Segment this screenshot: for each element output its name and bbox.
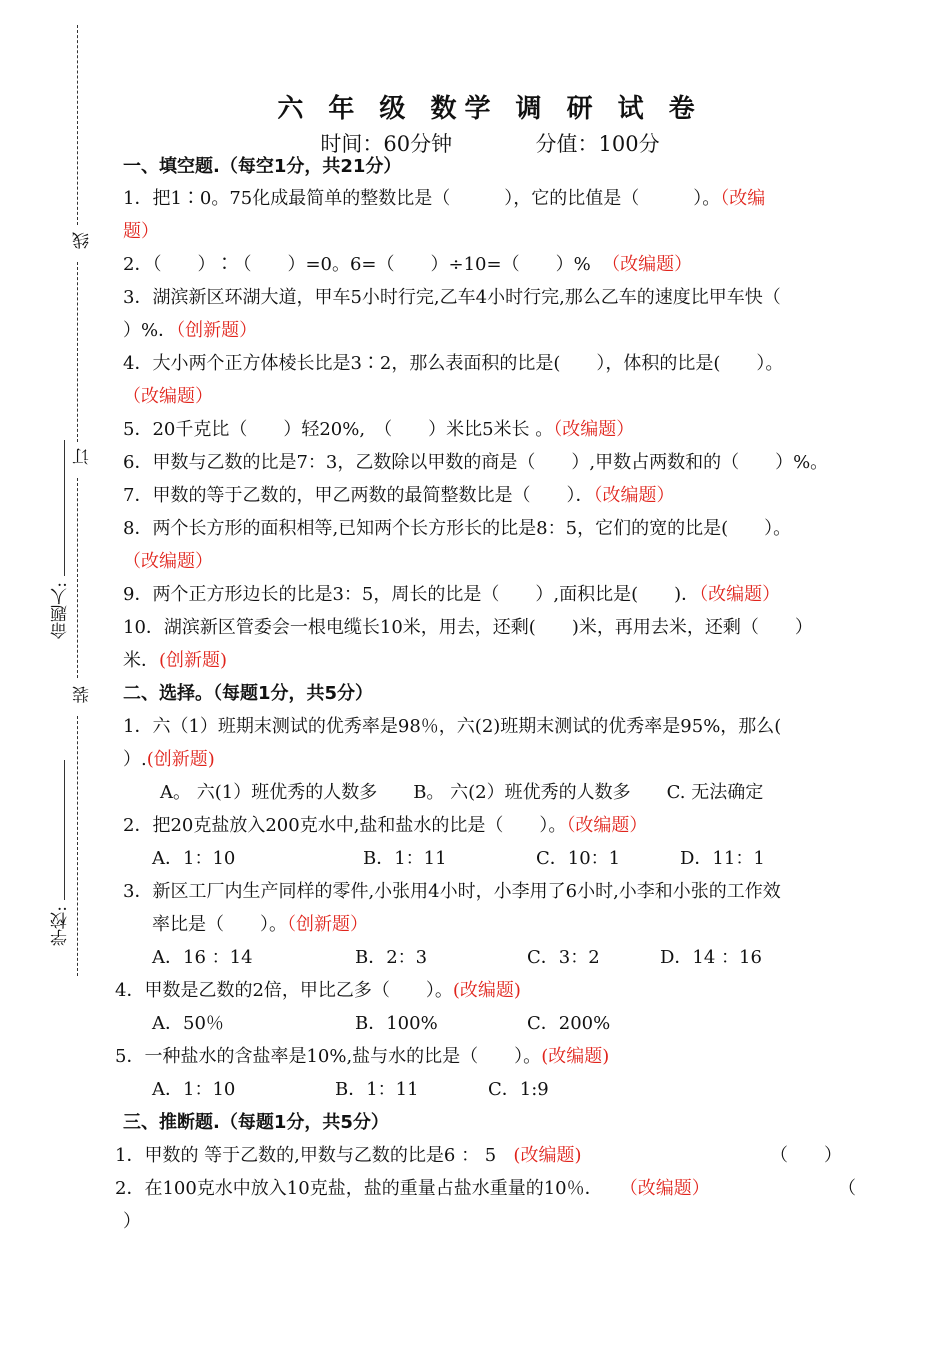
question-tag: 题） [123,221,159,242]
question-tag: （改编题） [602,254,693,275]
question-line [123,254,692,276]
question-tag: （改编题） [553,419,635,440]
option: A．50％ [152,1013,224,1034]
binding-dashed-line [77,478,78,678]
question-line [123,815,647,837]
section-heading: 三、推断题.（每题1分，共5分） [123,1112,389,1133]
binding-zhuang-label: 装 [73,686,93,703]
question-tag: （改编题） [123,551,213,572]
question-tag: (改编题) [513,1145,582,1166]
question-line [123,320,257,342]
option: D．11：1 [680,848,765,869]
question-text: 7．甲数的等于乙数的，甲乙两数的最简整数比是（ ）． [123,485,594,506]
option: C．1:9 [488,1079,549,1100]
option-line: A。 六(1）班优秀的人数多 B。 六(2）班优秀的人数多 C. 无法确定 [160,782,764,803]
question-text: 米． [123,650,159,671]
question-line: 3．湖滨新区环湖大道，甲车5小时行完,乙车4小时行完,那么乙车的速度比甲车快（ [123,287,781,308]
section-heading: 一、填空题.（每空1分，共21分） [123,156,402,177]
exam-time: 时间：60分钟 [320,132,453,156]
question-line: 1．六（1）班期末测试的优秀率是98％，六(2)班期末测试的优秀率是95%，那么( [123,716,782,737]
question-tag: (创新题) [146,749,215,770]
option: B．2：3 [355,947,428,968]
answer-paren-open: （ [838,1178,856,1199]
question-line [123,485,674,507]
binding-dashed-line [77,25,78,225]
question-tag: （改编题） [123,386,213,407]
question-line [123,419,634,441]
option: A．1：10 [152,1079,236,1100]
question-line [123,650,227,672]
option: D．14 ：16 [660,947,762,968]
exam-subtitle [120,128,860,158]
option: B．100% [355,1013,438,1034]
binding-margin [0,0,110,1346]
author-label: 命题人: [51,582,71,639]
option: A．1：10 [152,848,236,869]
question-line: 4．大小两个正方体棱长比是3∶2，那么表面积的比是( ），体积的比是( ）。 [123,353,784,374]
question-line: 3．新区工厂内生产同样的零件,小张用4小时，小李用了6小时,小李和小张的工作效 [123,881,781,902]
question-tag: (改编题) [541,1046,610,1067]
option: B．1：11 [335,1079,419,1100]
question-line [115,1046,609,1068]
question-line [115,1145,581,1167]
binding-dashed-line [77,262,78,442]
question-line [115,1178,710,1200]
binding-line-label: 线 [73,232,93,249]
option: A．16 ：14 [152,947,253,968]
question-text: 率比是（ ）。 [152,914,287,935]
question-text: 2．在100克水中放入10克盐，盐的重量占盐水重量的10％． [115,1178,603,1199]
question-line: 10．湖滨新区管委会一根电缆长10米，用去，还剩( )米，再用去米，还剩（ ） [123,617,813,638]
question-text: 5．20千克比（ ）轻20%, （ ）米比5米长 。 [123,419,554,440]
author-fill-line [64,440,65,576]
question-tag: （创新题） [287,914,368,935]
question-line: 6．甲数与乙数的比是7：3，乙数除以甲数的商是（ ）,甲数占两数和的（ ）%。 [123,452,829,473]
option: C．10：1 [536,848,621,869]
question-text: 5．一种盐水的含盐率是10%,盐与水的比是（ ）。 [115,1046,542,1067]
question-text: ）%． [123,320,177,341]
question-line [152,914,368,936]
binding-dashed-line [77,716,78,976]
question-text: 2．把20克盐放入200克水中,盐和盐水的比是（ ）。 [123,815,567,836]
question-line [123,584,780,606]
option: C．200% [527,1013,611,1034]
question-text: 4．甲数是乙数的2倍，甲比乙多（ ）。 [115,980,453,1001]
question-tag: （改编题） [619,1178,710,1199]
answer-parentheses: （ ） [770,1145,842,1166]
question-tag: (改编题) [452,980,521,1001]
question-line [123,188,765,210]
question-text: 9．两个正方形边长的比是3：5，周长的比是（ ）,面积比是( )． [123,584,700,605]
exam-score: 分值：100分 [535,132,660,156]
option: C．3：2 [527,947,600,968]
school-fill-line [64,760,65,900]
question-tag: （改编题） [566,815,648,836]
question-text: ）. [123,749,147,770]
question-text: 2．（ ）∶（ ）=0。6=（ ）÷10=（ ）% [123,254,591,275]
question-text: 1．把1∶0。75化成最简单的整数比是（ ），它的比值是（ ）。 [123,188,721,209]
question-line: 8．两个长方形的面积相等,已知两个长方形长的比是8：5，它们的宽的比是( ）。 [123,518,792,539]
question-line [123,749,215,771]
question-tag: （改编题） [593,485,675,506]
question-tag: （改编题） [699,584,781,605]
section-heading: 二、选择。（每题1分，共5分） [123,683,374,704]
option: B．1：11 [363,848,447,869]
answer-paren-close: ） [123,1211,141,1232]
question-text: 1．甲数的 等于乙数的,甲数与乙数的比是6 ： 5 [115,1145,497,1166]
question-tag: (创新题) [159,650,228,671]
question-tag: （创新题） [176,320,258,341]
question-line [115,980,521,1002]
question-tag: （改编 [720,188,766,209]
binding-ding-label: 订 [73,448,93,465]
school-label: 学校: [51,906,71,946]
exam-title: 六 年 级 数学 调 研 试 卷 [277,94,703,124]
